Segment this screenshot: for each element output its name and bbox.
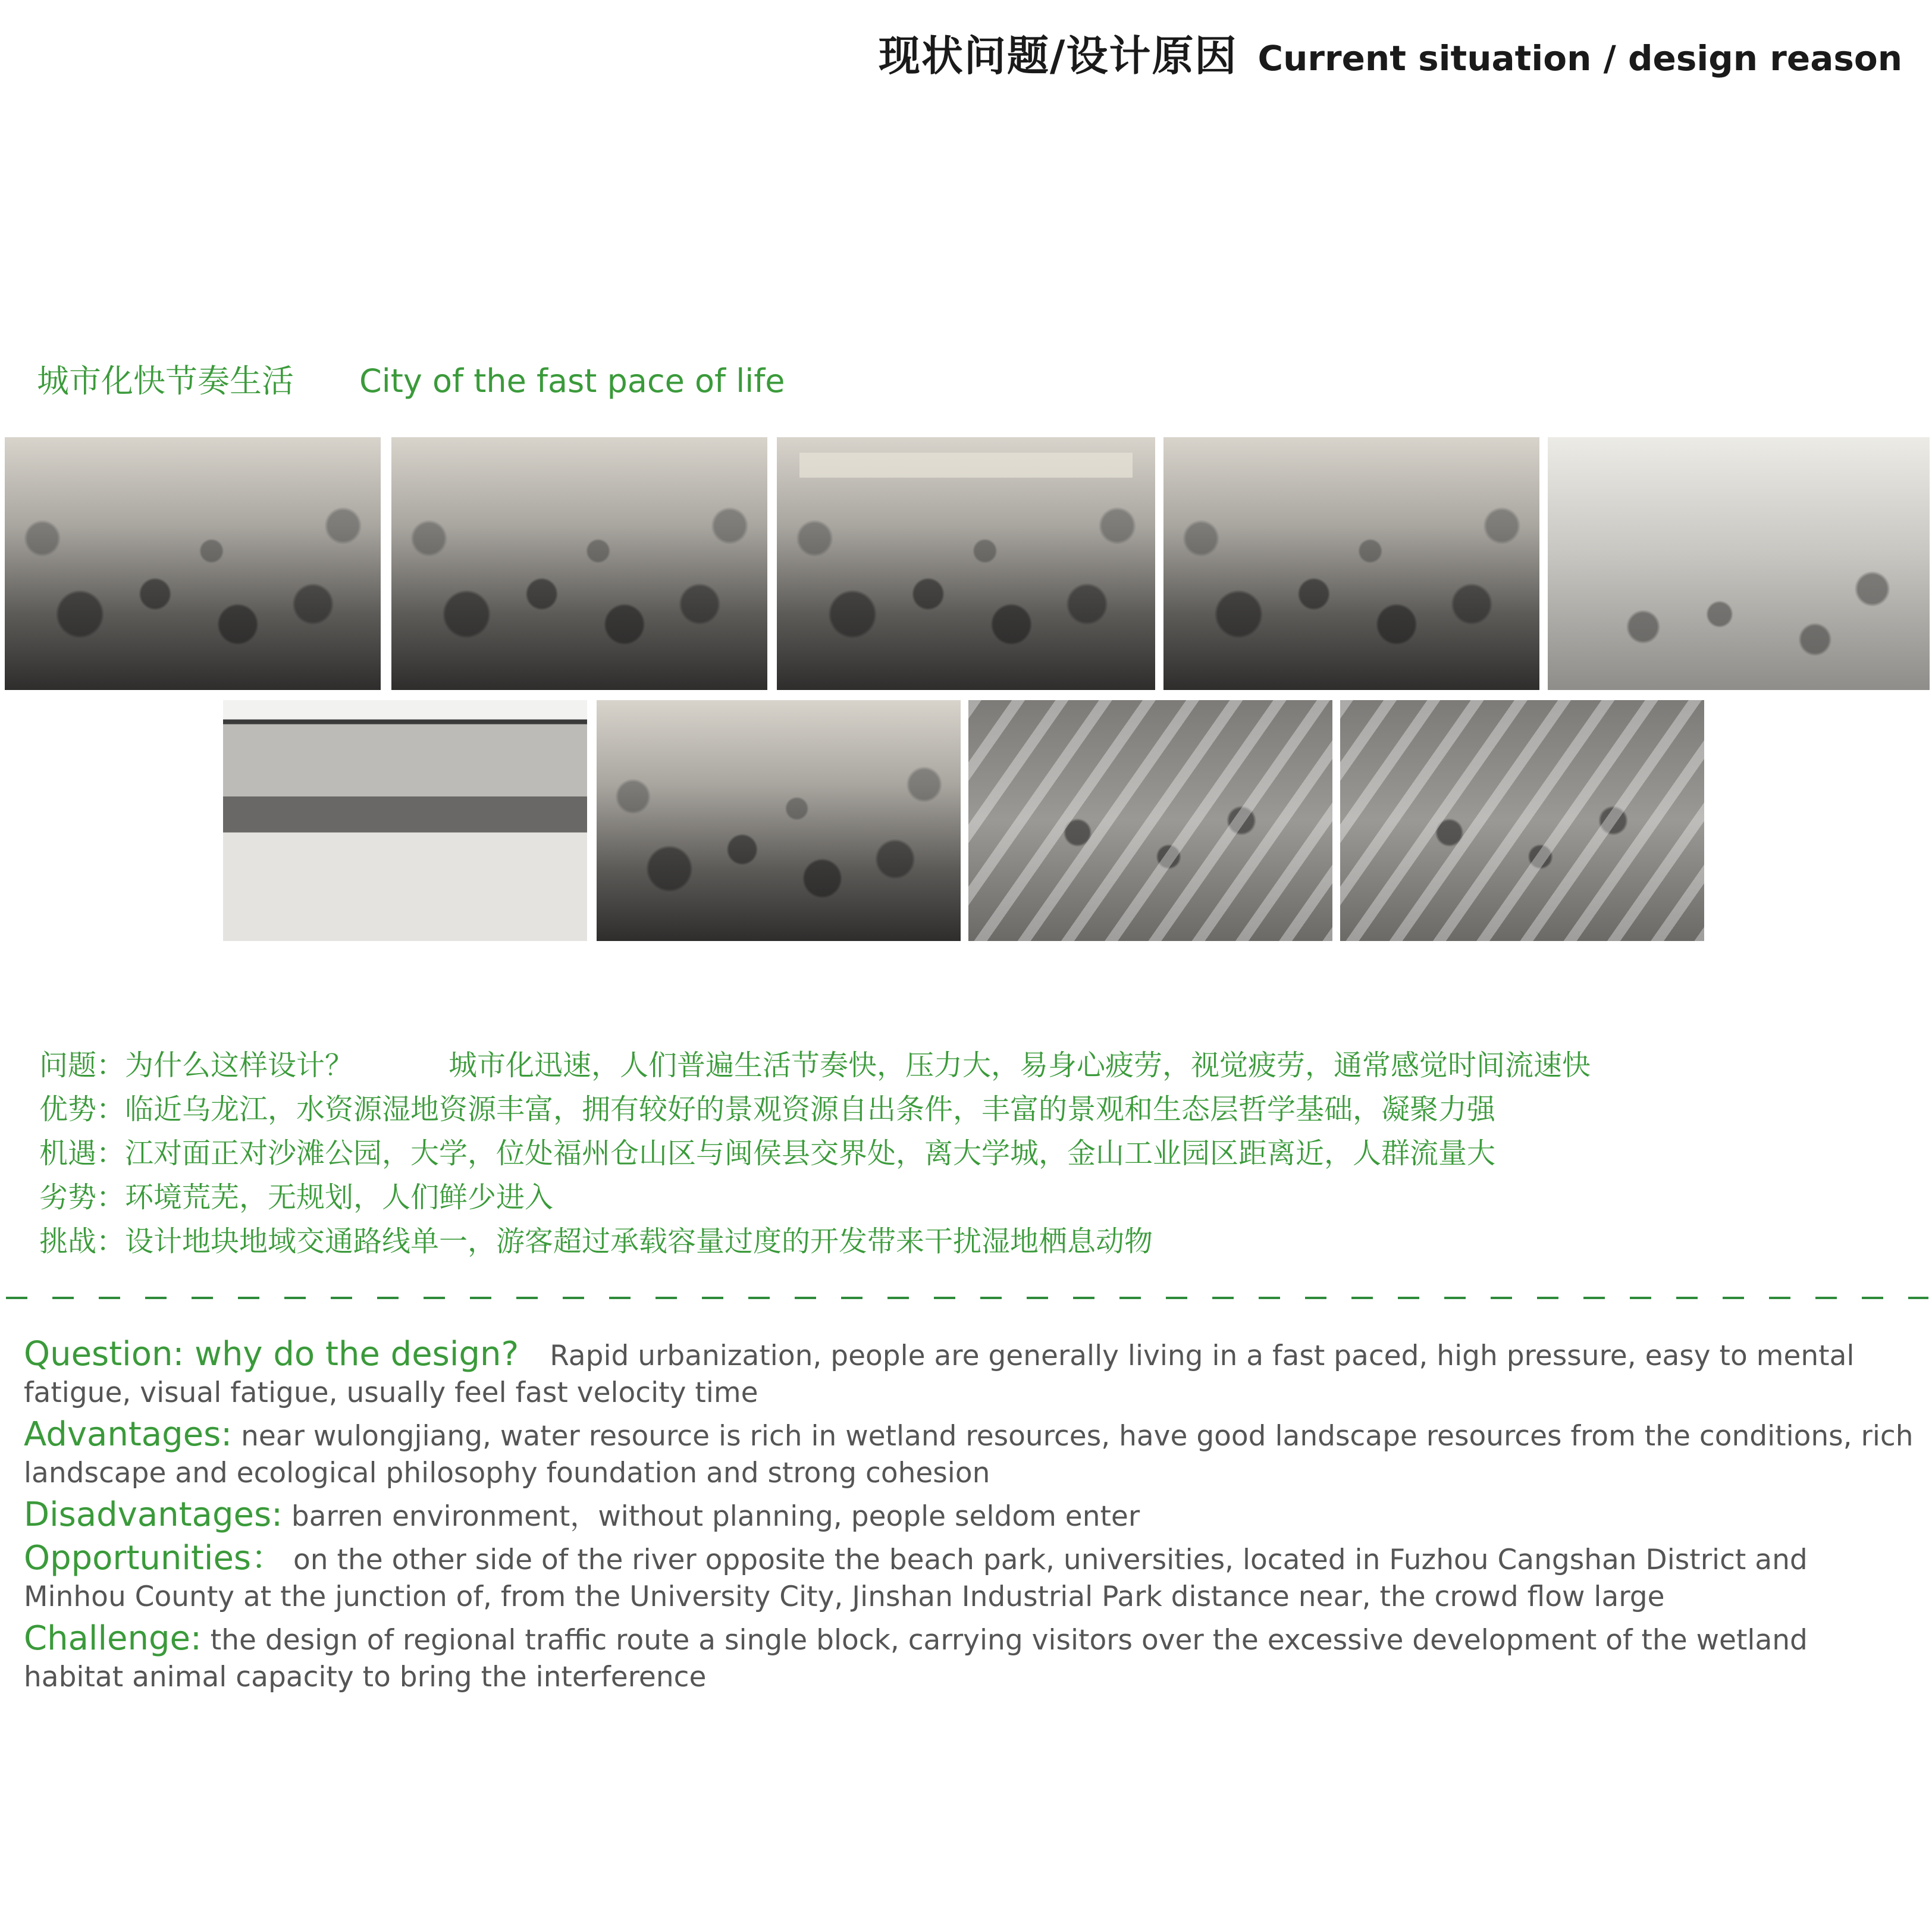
en-disadvantages-text: barren environment，without planning, people seldom enter <box>282 1500 1140 1533</box>
en-opportunities-label: Opportunities： <box>24 1539 285 1577</box>
zh-opportunities-row: 机遇：江对面正对沙滩公园，大学，位处福州仓山区与闽侯县交界处，离大学城，金山工业园区距离近，人群流量大 <box>39 1137 1496 1170</box>
en-advantages-text: near wulongjiang, water resource is rich in wetland resources, have good landscape resources from the conditions, rich landscape and ecological philosophy foundation and strong cohesion <box>24 1420 1914 1489</box>
en-question-label: Question: why do the design? <box>24 1335 519 1373</box>
section-subtitle <box>37 356 785 402</box>
dashed-divider <box>6 1297 1928 1299</box>
page-title <box>879 23 1902 83</box>
en-question-text: Rapid urbanization, people are generally living in a fast paced, high pressure, easy to mental fatigue, visual fatigue, usually feel fast velocity time <box>24 1340 1855 1409</box>
en-challenge-para <box>24 1620 1915 1696</box>
section-subtitle-en: City of the fast pace of life <box>359 362 785 400</box>
photo-riverside-crowd <box>1548 437 1930 690</box>
en-challenge-label: Challenge: <box>24 1619 202 1658</box>
photo-crowd-stairs <box>1163 437 1539 690</box>
photo-city-crossing <box>1340 700 1704 941</box>
photo-crowded-hall <box>777 437 1155 690</box>
zh-advantages-row: 优势：临近乌龙江，水资源湿地资源丰富，拥有较好的景观资源自出条件，丰富的景观和生态层哲学基础，凝聚力强 <box>39 1093 1496 1126</box>
photo-crowd-walking <box>5 437 381 690</box>
section-subtitle-zh: 城市化快节奏生活 <box>37 362 294 400</box>
photo-crosswalk-aerial <box>968 700 1332 941</box>
en-opportunities-text: on the other side of the river opposite the beach park, universities, located in Fuzhou Cangshan District and Minhou County at the junction of, from the University City, Jinshan Industrial Park distance near, the crowd flow large <box>24 1544 1808 1613</box>
en-disadvantages-para <box>24 1497 1915 1535</box>
zh-challenge-row: 挑战：设计地块地域交通路线单一，游客超过承载容量过度的开发带来干扰湿地栖息动物 <box>39 1225 1153 1258</box>
photo-dense-crowd-street <box>597 700 961 941</box>
en-question-para <box>24 1336 1915 1412</box>
en-advantages-label: Advantages: <box>24 1415 233 1454</box>
zh-disadvantages-row: 劣势：环境荒芜，无规划，人们鲜少进入 <box>39 1181 554 1214</box>
photo-subway-station <box>223 700 587 941</box>
en-disadvantages-label: Disadvantages: <box>24 1495 283 1534</box>
zh-question-row <box>39 1043 1591 1087</box>
zh-question-detail: 城市化迅速，人们普遍生活节奏快，压力大，易身心疲劳，视觉疲劳，通常感觉时间流速快 <box>448 1049 1591 1082</box>
photo-bus-boarding <box>391 437 767 690</box>
en-opportunities-para <box>24 1540 1915 1616</box>
page-title-en: Current situation / design reason <box>1257 38 1902 79</box>
en-challenge-text: the design of regional traffic route a single block, carrying visitors over the excessive development of the wetland habitat animal capacity to bring the interference <box>24 1624 1808 1693</box>
analysis-zh <box>39 1043 1591 1263</box>
page-title-zh: 现状问题/设计原因 <box>878 32 1238 80</box>
zh-question-label: 问题：为什么这样设计？ <box>39 1049 354 1082</box>
en-advantages-para <box>24 1416 1915 1492</box>
analysis-en <box>24 1336 1915 1701</box>
